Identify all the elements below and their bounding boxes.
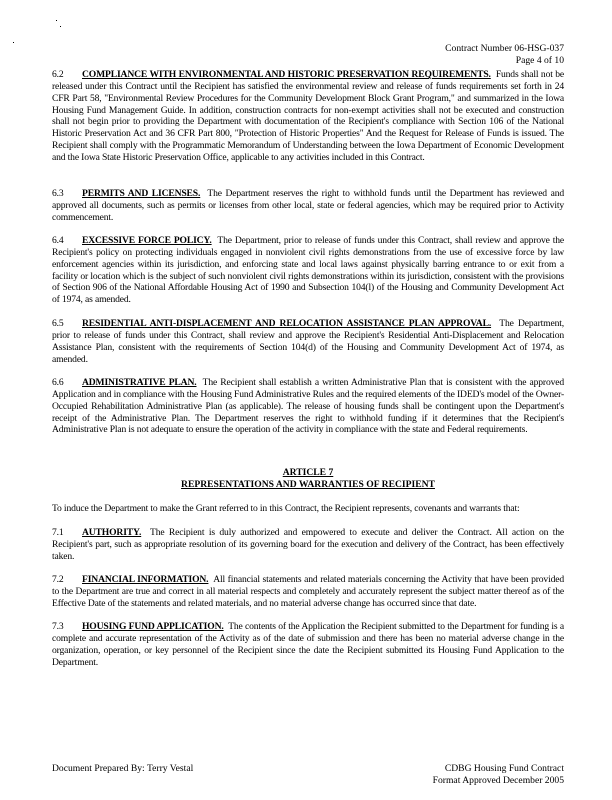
format-approved: Format Approved December 2005: [432, 775, 564, 786]
contract-number: Contract Number 06-HSG-037: [445, 43, 564, 54]
section-body: The contents of the Application the Recipient submitted to the Department for funding is a complete and accurate representation of the Activity as of the date of submission and there has been no material adverse change in the organization, operation, or key personnel of the Recipient since the date the Recipient submitted its Housing Fund Application to the Department.: [52, 621, 564, 668]
section-title: RESIDENTIAL ANTI-DISPLACEMENT AND RELOCATION ASSISTANCE PLAN APPROVAL.: [82, 318, 492, 329]
section-number: 7.3: [52, 621, 64, 632]
section-number: 7.1: [52, 527, 64, 538]
document-type: CDBG Housing Fund Contract: [444, 763, 564, 774]
scan-speck: [60, 26, 61, 27]
section-7-2: [52, 574, 564, 610]
section-number: 6.6: [52, 377, 64, 388]
section-number: 7.2: [52, 574, 64, 585]
section-6-3: [52, 188, 564, 224]
section-title: AUTHORITY.: [82, 527, 142, 538]
section-7-3: [52, 621, 564, 668]
section-number: 6.2: [52, 69, 64, 80]
section-body: All financial statements and related materials concerning the Activity that have been provided to the Department are true and correct in all material respects and completely and accurately represent the subject matter thereof as of the Effective Date of the statements and related materials, and no material adverse change has occurred since that date.: [52, 574, 564, 609]
section-body: The Recipient is duly authorized and empowered to execute and deliver the Contract. All action on the Recipient's part, such as appropriate resolution of its governing board for the execution and delivery of the Contract, has been effectively taken.: [52, 527, 564, 562]
section-title: HOUSING FUND APPLICATION.: [82, 621, 224, 632]
prepared-by: Document Prepared By: Terry Vestal: [52, 763, 194, 774]
page-number: Page 4 of 10: [515, 55, 564, 66]
section-body: The Department reserves the right to withhold funds until the Department has reviewed and approved all documents, such as permits or licenses from other local, state or federal agencies, which may be required prior to Activity commencement.: [52, 188, 564, 223]
scan-speck: [13, 42, 14, 43]
article-intro: To induce the Department to make the Grant referred to in this Contract, the Recipient represents, covenants and warrants that:: [52, 503, 520, 514]
section-title: EXCESSIVE FORCE POLICY.: [82, 235, 212, 246]
section-body: Funds shall not be released under this Contract until the Recipient has satisfied the environmental review and release of funds requirements set forth in 24 CFR Part 58, "Environmental Review Procedures for the Community Development Block Grant Program," and summarized in the Iowa Housing Fund Management Guide. In addition, construction contracts for non-exempt activities shall not be executed and construction shall not begin prior to providing the Department with documentation of the Recipient's compliance with Section 106 of the National Historic Preservation Act and 36 CFR Part 800, "Protection of Historic Properties" And the Request for Release of Funds is issued. The Recipient shall comply with the Programmatic Memorandum of Understanding between the Iowa Department of Economic Development and the Iowa State Historic Preservation Office, applicable to any activities included in this Contract.: [52, 69, 565, 163]
section-6-4: [52, 235, 564, 306]
section-title: COMPLIANCE WITH ENVIRONMENTAL AND HISTORIC PRESERVATION REQUIREMENTS.: [82, 69, 491, 80]
section-7-1: [52, 527, 564, 563]
section-number: 6.3: [52, 188, 64, 199]
section-body: The Recipient shall establish a written Administrative Plan that is consistent with the approved Application and in compliance with the Housing Fund Administrative Rules and the required elements of the IDED's model of the Owner-Occupied Rehabilitation Administrative Plan (as applicable). The release of housing funds shall be contingent upon the Department's receipt of the Administrative Plan. The Department reserves the right to withhold funding if it determines that the Recipient's Administrative Plan is not adequate to ensure the operation of the activity in compliance with the state and Federal requirements.: [52, 377, 564, 436]
section-6-2: [52, 69, 564, 164]
section-title: ADMINISTRATIVE PLAN.: [82, 377, 197, 388]
section-body: The Department, prior to release of funds under this Contract, shall review and approve the Recipient's Residential Anti-Displacement and Relocation Assistance Plan, consistent with the requirements of Section 104(d) of the Housing and Community Development Act of 1974, as amended.: [52, 318, 564, 365]
section-6-5: [52, 318, 564, 365]
section-title: FINANCIAL INFORMATION.: [82, 574, 209, 585]
section-body: The Department, prior to release of funds under this Contract, shall review and approve the Recipient's policy on protecting individuals engaged in nonviolent civil rights demonstrations from the use of excessive force by law enforcement agencies within its jurisdiction, and enforcing state and local laws against physically barring entrance to or exit from a facility or location which is the subject of such nonviolent civil rights demonstrations within its jurisdiction, consistent with the provisions of Section 906 of the National Affordable Housing Act of 1990 and Subsection 104(l) of the Housing and Community Development Act of 1974, as amended.: [52, 235, 565, 306]
section-title: PERMITS AND LICENSES.: [82, 188, 201, 199]
section-6-6: [52, 377, 564, 436]
footer-right: [433, 763, 564, 787]
article-number: ARTICLE 7: [282, 467, 334, 478]
scan-speck: [56, 20, 57, 21]
section-number: 6.5: [52, 318, 64, 329]
article-title: REPRESENTATIONS AND WARRANTIES OF RECIPIENT: [181, 479, 435, 490]
section-number: 6.4: [52, 235, 64, 246]
